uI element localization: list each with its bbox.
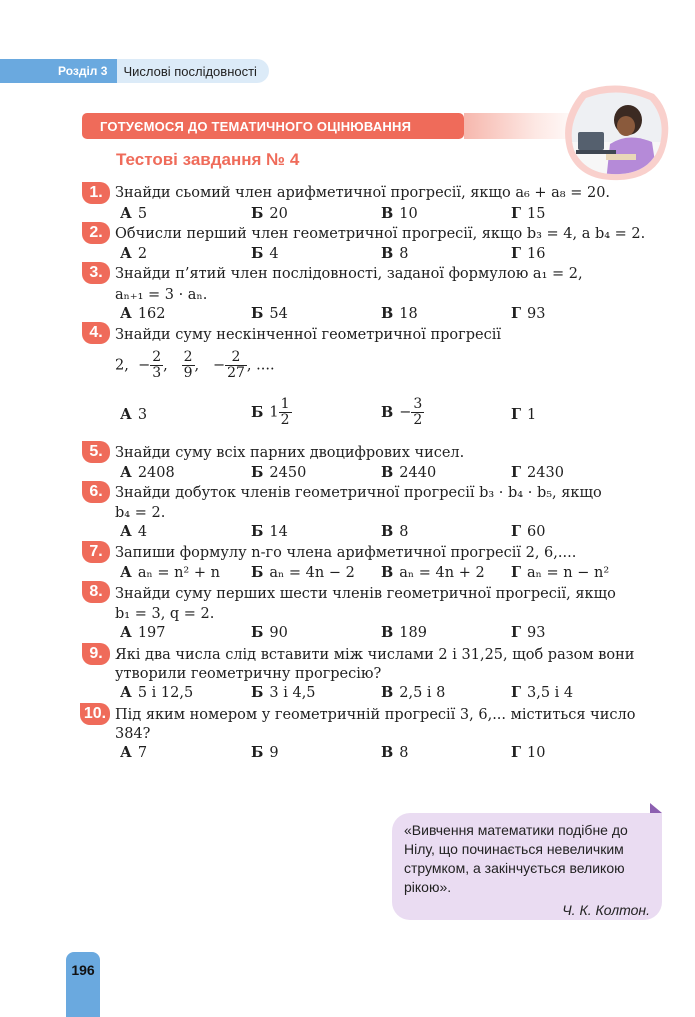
task-number: 3. — [82, 262, 110, 284]
answer-option: Б 3 і 4,5 — [251, 684, 316, 701]
answer-option: В − $\frac{3}{2}$ — [381, 396, 423, 428]
answer-option: А 7 — [120, 744, 148, 761]
task-number: 6. — [82, 481, 110, 503]
section-banner: ГОТУЄМОСЯ ДО ТЕМАТИЧНОГО ОЦІНЮВАННЯ — [82, 113, 464, 139]
answer-option: Г 93 — [511, 624, 546, 641]
answer-option: В 2440 — [381, 464, 437, 481]
answer-option: Г 60 — [511, 523, 546, 540]
task-question: Знайди суму нескінченної геометричної прогресії — [115, 327, 501, 343]
answer-option: В 189 — [381, 624, 427, 641]
answer-option: А 5 — [120, 205, 148, 222]
answer-option: А 197 — [120, 624, 166, 641]
task-number: 10. — [80, 703, 110, 725]
answer-option: В 10 — [381, 205, 418, 222]
answer-option: Г 16 — [511, 245, 546, 262]
task-sequence: 2, − $\frac{2}{3}$ , $\frac{2}{9}$ , − $\frac{2}{27}$ , .... — [115, 349, 275, 381]
task-question: Які два числа слід вставити між числами 2 і 31,25, щоб разом вони — [115, 647, 635, 663]
quote-author: Ч. К. Колтон. — [562, 902, 650, 918]
answer-option: Г 2430 — [511, 464, 564, 481]
answer-option: А 162 — [120, 305, 166, 322]
task-question-cont: 384? — [115, 726, 151, 742]
quote-line: «Вивчення математики подібне до — [404, 822, 628, 838]
answer-option: В 2,5 і 8 — [381, 684, 446, 701]
task-question-cont: b₁ = 3, q = 2. — [115, 606, 215, 622]
task-number: 7. — [82, 541, 110, 563]
task-number: 5. — [82, 441, 110, 463]
task-number: 4. — [82, 322, 110, 344]
task-number: 1. — [82, 182, 110, 204]
answer-option: Б 14 — [251, 523, 288, 540]
answer-option: Б 9 — [251, 744, 279, 761]
task-question: Запиши формулу n-го члена арифметичної прогресії 2, 6,.... — [115, 545, 577, 561]
section-label: Розділ 3 — [0, 59, 117, 83]
answer-option: Б 54 — [251, 305, 288, 322]
answer-option: А 2 — [120, 245, 148, 262]
answer-option: В aₙ = 4n + 2 — [381, 564, 485, 581]
quote-corner — [650, 803, 662, 813]
task-question: Обчисли перший член геометричної прогресії, якщо b₃ = 4, а b₄ = 2. — [115, 226, 646, 242]
answer-option: А aₙ = n² + n — [120, 564, 220, 581]
answer-option: В 18 — [381, 305, 418, 322]
answer-option: В 8 — [381, 523, 409, 540]
answer-option: Б 20 — [251, 205, 288, 222]
answer-option: В 8 — [381, 245, 409, 262]
student-photo — [562, 84, 670, 182]
quote-line: рікою». — [404, 879, 452, 895]
page-number: 196 — [66, 952, 100, 1017]
answer-option: Б 90 — [251, 624, 288, 641]
answer-option: А 4 — [120, 523, 148, 540]
answer-option: Г 3,5 і 4 — [511, 684, 574, 701]
answer-option: Г 1 — [511, 406, 537, 423]
answer-option: Б 4 — [251, 245, 279, 262]
running-header — [0, 59, 269, 83]
section-topic: Числові послідовності — [117, 59, 269, 83]
answer-option: Г aₙ = n − n² — [511, 564, 610, 581]
quote-line: Нілу, що починається невеличким — [404, 841, 624, 857]
task-question-cont: b₄ = 2. — [115, 505, 166, 521]
answer-option: А 2408 — [120, 464, 175, 481]
task-question: Знайди п’ятий член послідовності, заданої формулою a₁ = 2, — [115, 266, 583, 282]
answer-option: А 3 — [120, 406, 148, 423]
task-question: Під яким номером у геометричній прогресії 3, 6,... міститься число — [115, 707, 636, 723]
tests-subtitle: Тестові завдання № 4 — [116, 150, 300, 169]
task-number: 9. — [82, 643, 110, 665]
task-question: Знайди суму всіх парних двоцифрових чисел. — [115, 445, 465, 461]
task-number: 8. — [82, 581, 110, 603]
answer-option: Б aₙ = 4n − 2 — [251, 564, 355, 581]
answer-option: Г 15 — [511, 205, 546, 222]
task-number: 2. — [82, 222, 110, 244]
task-question-cont: aₙ₊₁ = 3 · aₙ. — [115, 287, 208, 303]
task-question: Знайди добуток членів геометричної прогресії b₃ · b₄ · b₅, якщо — [115, 485, 602, 501]
quote-line: струмком, а закінчується великою — [404, 860, 625, 876]
answer-option: В 8 — [381, 744, 409, 761]
task-question: Знайди суму перших шести членів геометричної прогресії, якщо — [115, 586, 616, 602]
answer-option: А 5 і 12,5 — [120, 684, 194, 701]
answer-option: Г 10 — [511, 744, 546, 761]
answer-option: Г 93 — [511, 305, 546, 322]
task-question-cont: утворили геометричну прогресію? — [115, 666, 382, 682]
quote-box — [392, 813, 662, 920]
answer-option: Б 1 $\frac{1}{2}$ — [251, 396, 290, 428]
answer-option: Б 2450 — [251, 464, 307, 481]
task-question: Знайди сьомий член арифметичної прогресії, якщо a₆ + a₈ = 20. — [115, 185, 611, 201]
